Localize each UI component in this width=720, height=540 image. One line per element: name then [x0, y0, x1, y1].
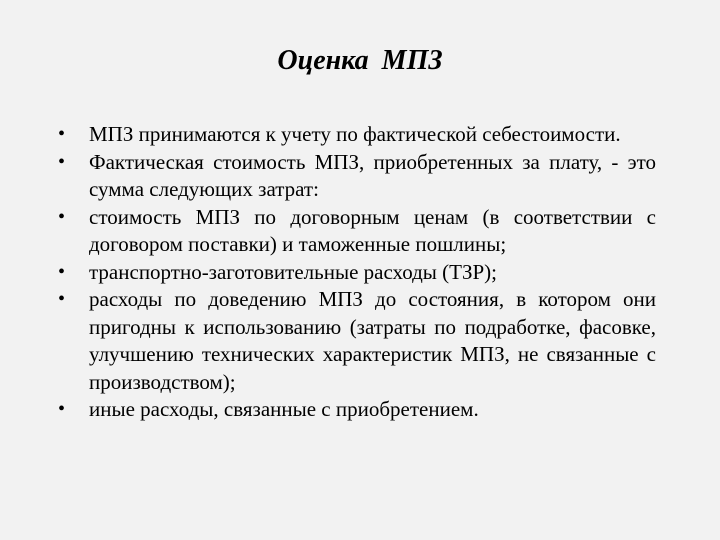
slide-title: Оценка МПЗ: [277, 45, 443, 76]
bullet-dot-icon: •: [58, 123, 66, 145]
bullet-text: транспортно-заготовительные расходы (ТЗР);: [89, 259, 497, 284]
bullet-text: расходы по доведению МПЗ до состояния, в котором они пригодны к использованию (затраты по подработке, фасовке, улучшению технических характеристик МПЗ, не связанные с производством);: [89, 287, 656, 394]
bullet-item: [58, 149, 656, 204]
bullet-item: [58, 286, 656, 396]
bullet-item: [58, 259, 656, 287]
bullet-list: [58, 121, 656, 424]
bullet-text: Фактическая стоимость МПЗ, приобретенных за плату, - это сумма следующих затрат:: [89, 149, 656, 201]
bullet-dot-icon: •: [58, 150, 66, 173]
bullet-text: МПЗ принимаются к учету по фактической себестоимости.: [89, 122, 621, 146]
bullet-item: [58, 121, 656, 149]
bullet-dot-icon: •: [58, 205, 66, 228]
bullet-dot-icon: •: [58, 288, 66, 310]
bullet-dot-icon: •: [58, 260, 66, 283]
bullet-text: иные расходы, связанные с приобретением.: [89, 397, 479, 421]
bullet-text: стоимость МПЗ по договорным ценам (в соответствии с договором поставки) и таможенные пошлины;: [89, 204, 656, 256]
bullet-item: [58, 396, 656, 424]
bullet-dot-icon: •: [58, 398, 66, 420]
bullet-item: [58, 204, 656, 259]
